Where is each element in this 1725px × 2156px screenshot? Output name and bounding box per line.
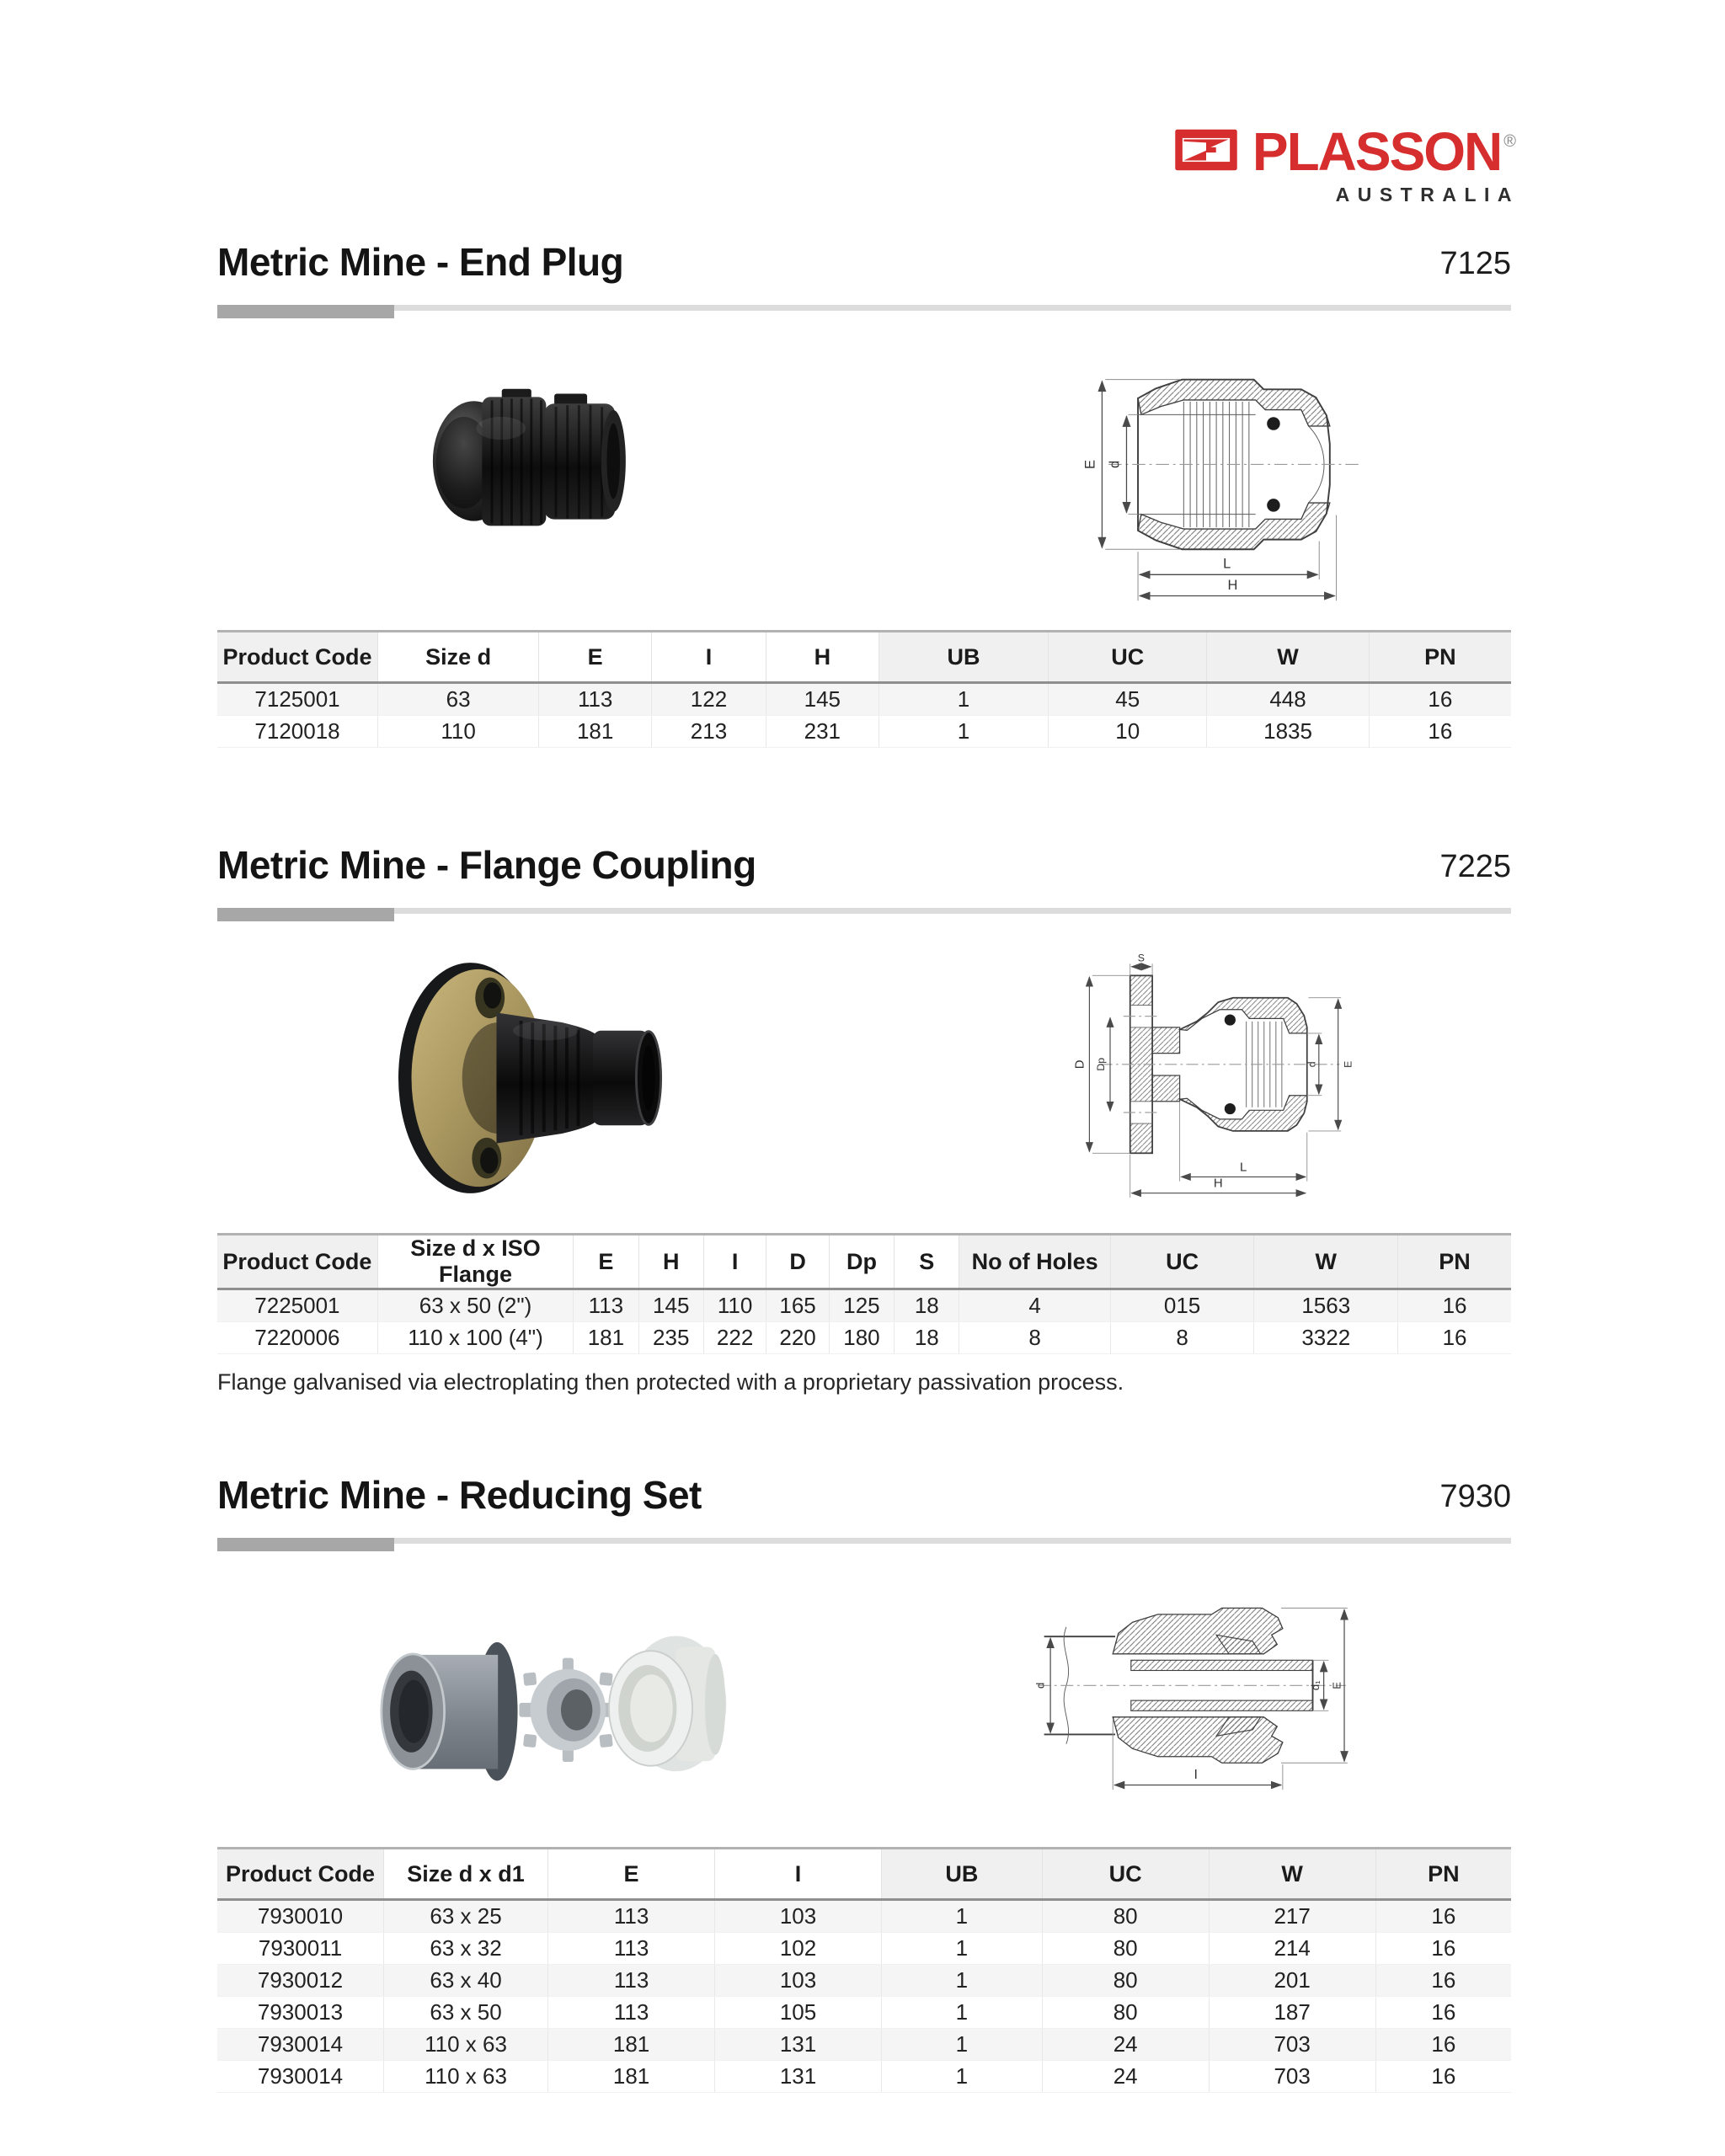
column-header: UC bbox=[1049, 632, 1207, 683]
table-cell: 110 bbox=[703, 1289, 766, 1322]
reducing-set-technical-drawing bbox=[1028, 1575, 1356, 1804]
table-cell: 231 bbox=[766, 716, 879, 748]
brand-subtitle: AUSTRALIA bbox=[1335, 184, 1519, 205]
table-cell: 113 bbox=[539, 683, 652, 716]
table-cell: 122 bbox=[652, 683, 766, 716]
column-header: Product Code bbox=[217, 1235, 377, 1289]
flange-coupling-technical-drawing bbox=[1060, 953, 1356, 1198]
product-family-code: 7930 bbox=[1439, 1479, 1511, 1514]
table-cell: 24 bbox=[1042, 2029, 1209, 2061]
table-row bbox=[217, 1289, 1511, 1322]
table-cell: 113 bbox=[548, 1965, 715, 1997]
dim-label-E: E bbox=[1342, 1060, 1354, 1068]
dim-label-L: L bbox=[1240, 1160, 1247, 1175]
table-cell: 8 bbox=[959, 1322, 1110, 1354]
table-row bbox=[217, 716, 1511, 748]
column-header: H bbox=[766, 632, 879, 683]
table-header-row bbox=[217, 632, 1511, 683]
dim-label-d: d bbox=[1306, 1061, 1318, 1068]
table-cell: 7225001 bbox=[217, 1289, 377, 1322]
flange-note: Flange galvanised via electroplating then protected with a proprietary passivation process. bbox=[217, 1369, 1124, 1395]
table-cell: 220 bbox=[766, 1322, 829, 1354]
table-cell: 181 bbox=[548, 2061, 715, 2093]
dim-label-d1: d₁ bbox=[1309, 1680, 1322, 1691]
table-cell: 16 bbox=[1369, 683, 1511, 716]
table-cell: 217 bbox=[1209, 1900, 1375, 1933]
table-cell: 16 bbox=[1375, 2061, 1511, 2093]
table-cell: 7930011 bbox=[217, 1933, 384, 1965]
column-header: W bbox=[1254, 1235, 1398, 1289]
rule-accent bbox=[217, 305, 394, 318]
table-row bbox=[217, 1933, 1511, 1965]
reducing-set-spec-table bbox=[217, 1847, 1511, 2093]
table-cell: 113 bbox=[574, 1289, 638, 1322]
column-header: UC bbox=[1110, 1235, 1254, 1289]
table-row bbox=[217, 683, 1511, 716]
plasson-logo bbox=[1173, 121, 1519, 206]
table-cell: 7930014 bbox=[217, 2061, 384, 2093]
table-cell: 63 x 50 (2") bbox=[377, 1289, 573, 1322]
section-flange-coupling bbox=[217, 841, 1511, 1470]
end-plug-spec-table bbox=[217, 630, 1511, 748]
table-cell: 131 bbox=[715, 2029, 882, 2061]
table-cell: 63 x 50 bbox=[384, 1997, 548, 2029]
table-cell: 7930012 bbox=[217, 1965, 384, 1997]
table-cell: 80 bbox=[1042, 1900, 1209, 1933]
column-header: I bbox=[715, 1849, 882, 1900]
table-cell: 16 bbox=[1398, 1322, 1511, 1354]
column-header: Size d bbox=[378, 632, 539, 683]
column-header: E bbox=[574, 1235, 638, 1289]
column-header: E bbox=[548, 1849, 715, 1900]
table-cell: 63 bbox=[378, 683, 539, 716]
table-header-row bbox=[217, 1849, 1511, 1900]
column-header: Product Code bbox=[217, 632, 378, 683]
rule-accent bbox=[217, 1538, 394, 1551]
dim-label-E: E bbox=[1330, 1681, 1343, 1689]
dim-label-I: I bbox=[1194, 1767, 1198, 1782]
column-header: E bbox=[539, 632, 652, 683]
table-cell: 7220006 bbox=[217, 1322, 377, 1354]
product-family-code: 7225 bbox=[1439, 849, 1511, 884]
table-cell: 105 bbox=[715, 1997, 882, 2029]
plasson-logo-icon bbox=[1173, 129, 1239, 175]
table-cell: 80 bbox=[1042, 1933, 1209, 1965]
table-cell: 16 bbox=[1369, 716, 1511, 748]
table-row bbox=[217, 1997, 1511, 2029]
section-rule bbox=[217, 908, 1511, 921]
table-cell: 015 bbox=[1110, 1289, 1254, 1322]
table-cell: 24 bbox=[1042, 2061, 1209, 2093]
dim-label-H: H bbox=[1213, 1176, 1223, 1191]
table-cell: 18 bbox=[895, 1289, 959, 1322]
table-cell: 125 bbox=[829, 1289, 894, 1322]
table-cell: 214 bbox=[1209, 1933, 1375, 1965]
column-header: I bbox=[652, 632, 766, 683]
table-cell: 110 bbox=[378, 716, 539, 748]
dim-label-D: D bbox=[1072, 1059, 1087, 1070]
table-cell: 103 bbox=[715, 1965, 882, 1997]
dim-label-E: E bbox=[1082, 459, 1098, 469]
page-title: Metric Mine - Flange Coupling bbox=[217, 843, 756, 887]
table-cell: 235 bbox=[638, 1322, 703, 1354]
table-row bbox=[217, 1965, 1511, 1997]
table-cell: 1 bbox=[882, 1965, 1043, 1997]
table-cell: 1563 bbox=[1254, 1289, 1398, 1322]
table-cell: 1 bbox=[882, 1997, 1043, 2029]
table-cell: 7930014 bbox=[217, 2029, 384, 2061]
column-header: PN bbox=[1369, 632, 1511, 683]
table-cell: 4 bbox=[959, 1289, 1110, 1322]
table-cell: 213 bbox=[652, 716, 766, 748]
table-cell: 1835 bbox=[1207, 716, 1370, 748]
table-header-row bbox=[217, 1235, 1511, 1289]
table-cell: 113 bbox=[548, 1933, 715, 1965]
table-cell: 7930013 bbox=[217, 1997, 384, 2029]
section-header bbox=[217, 841, 1511, 887]
table-cell: 80 bbox=[1042, 1997, 1209, 2029]
column-header: I bbox=[703, 1235, 766, 1289]
column-header: Product Code bbox=[217, 1849, 384, 1900]
reducing-set-photo bbox=[367, 1610, 729, 1817]
dim-label-S: S bbox=[1137, 953, 1146, 964]
table-cell: 703 bbox=[1209, 2029, 1375, 2061]
section-end-plug bbox=[217, 237, 1511, 841]
brand-name: PLASSON ® bbox=[1252, 121, 1514, 182]
table-cell: 165 bbox=[766, 1289, 829, 1322]
table-cell: 131 bbox=[715, 2061, 882, 2093]
table-cell: 16 bbox=[1375, 1965, 1511, 1997]
dim-label-d: d bbox=[1107, 460, 1123, 469]
column-header: UB bbox=[879, 632, 1048, 683]
table-cell: 703 bbox=[1209, 2061, 1375, 2093]
table-cell: 16 bbox=[1398, 1289, 1511, 1322]
column-header: D bbox=[766, 1235, 829, 1289]
table-cell: 8 bbox=[1110, 1322, 1254, 1354]
table-cell: 1 bbox=[882, 1900, 1043, 1933]
table-cell: 145 bbox=[638, 1289, 703, 1322]
table-cell: 18 bbox=[895, 1322, 959, 1354]
table-cell: 1 bbox=[882, 2029, 1043, 2061]
dim-label-d: d bbox=[1033, 1682, 1047, 1689]
dim-label-L: L bbox=[1223, 556, 1231, 572]
table-row bbox=[217, 2061, 1511, 2093]
column-header: UB bbox=[882, 1849, 1043, 1900]
section-reducing-set bbox=[217, 1470, 1511, 2111]
table-cell: 7125001 bbox=[217, 683, 378, 716]
table-cell: 222 bbox=[703, 1322, 766, 1354]
table-cell: 181 bbox=[548, 2029, 715, 2061]
table-cell: 110 x 63 bbox=[384, 2061, 548, 2093]
table-cell: 145 bbox=[766, 683, 879, 716]
table-cell: 448 bbox=[1207, 683, 1370, 716]
column-header: Dp bbox=[829, 1235, 894, 1289]
table-cell: 16 bbox=[1375, 2029, 1511, 2061]
table-cell: 1 bbox=[879, 716, 1048, 748]
rule-line bbox=[217, 908, 1511, 914]
dim-label-Dp: Dp bbox=[1094, 1057, 1107, 1071]
page-title: Metric Mine - End Plug bbox=[217, 240, 624, 284]
rule-line bbox=[217, 1538, 1511, 1544]
table-cell: 181 bbox=[574, 1322, 638, 1354]
table-cell: 16 bbox=[1375, 1933, 1511, 1965]
column-header: PN bbox=[1398, 1235, 1511, 1289]
section-header bbox=[217, 1470, 1511, 1517]
table-cell: 7120018 bbox=[217, 716, 378, 748]
table-cell: 63 x 32 bbox=[384, 1933, 548, 1965]
flange-coupling-spec-table bbox=[217, 1233, 1511, 1354]
section-rule bbox=[217, 1538, 1511, 1551]
product-family-code: 7125 bbox=[1439, 246, 1511, 281]
column-header: UC bbox=[1042, 1849, 1209, 1900]
table-cell: 63 x 40 bbox=[384, 1965, 548, 1997]
table-cell: 180 bbox=[829, 1322, 894, 1354]
table-cell: 181 bbox=[539, 716, 652, 748]
end-plug-technical-drawing bbox=[1060, 345, 1378, 608]
table-cell: 16 bbox=[1375, 1900, 1511, 1933]
table-cell: 187 bbox=[1209, 1997, 1375, 2029]
table-row bbox=[217, 1900, 1511, 1933]
column-header: H bbox=[638, 1235, 703, 1289]
table-cell: 1 bbox=[882, 1933, 1043, 1965]
page-title: Metric Mine - Reducing Set bbox=[217, 1473, 702, 1517]
table-cell: 110 x 63 bbox=[384, 2029, 548, 2061]
table-cell: 3322 bbox=[1254, 1322, 1398, 1354]
table-cell: 63 x 25 bbox=[384, 1900, 548, 1933]
table-cell: 7930010 bbox=[217, 1900, 384, 1933]
section-rule bbox=[217, 305, 1511, 318]
table-row bbox=[217, 1322, 1511, 1354]
table-cell: 113 bbox=[548, 1997, 715, 2029]
table-cell: 1 bbox=[879, 683, 1048, 716]
table-cell: 113 bbox=[548, 1900, 715, 1933]
column-header: Size d x ISO Flange bbox=[377, 1235, 573, 1289]
column-header: W bbox=[1209, 1849, 1375, 1900]
flange-coupling-photo bbox=[398, 953, 676, 1203]
table-row bbox=[217, 2029, 1511, 2061]
dim-label-H: H bbox=[1227, 577, 1238, 593]
table-cell: 45 bbox=[1049, 683, 1207, 716]
column-header: S bbox=[895, 1235, 959, 1289]
registered-mark: ® bbox=[1503, 132, 1514, 151]
table-cell: 201 bbox=[1209, 1965, 1375, 1997]
end-plug-photo bbox=[421, 379, 630, 539]
column-header: No of Holes bbox=[959, 1235, 1110, 1289]
column-header: W bbox=[1207, 632, 1370, 683]
table-cell: 80 bbox=[1042, 1965, 1209, 1997]
table-cell: 103 bbox=[715, 1900, 882, 1933]
table-cell: 16 bbox=[1375, 1997, 1511, 2029]
column-header: PN bbox=[1375, 1849, 1511, 1900]
column-header: Size d x d1 bbox=[384, 1849, 548, 1900]
rule-accent bbox=[217, 908, 394, 921]
table-cell: 102 bbox=[715, 1933, 882, 1965]
section-header bbox=[217, 237, 1511, 284]
rule-line bbox=[217, 305, 1511, 311]
table-cell: 110 x 100 (4") bbox=[377, 1322, 573, 1354]
table-cell: 10 bbox=[1049, 716, 1207, 748]
table-cell: 1 bbox=[882, 2061, 1043, 2093]
